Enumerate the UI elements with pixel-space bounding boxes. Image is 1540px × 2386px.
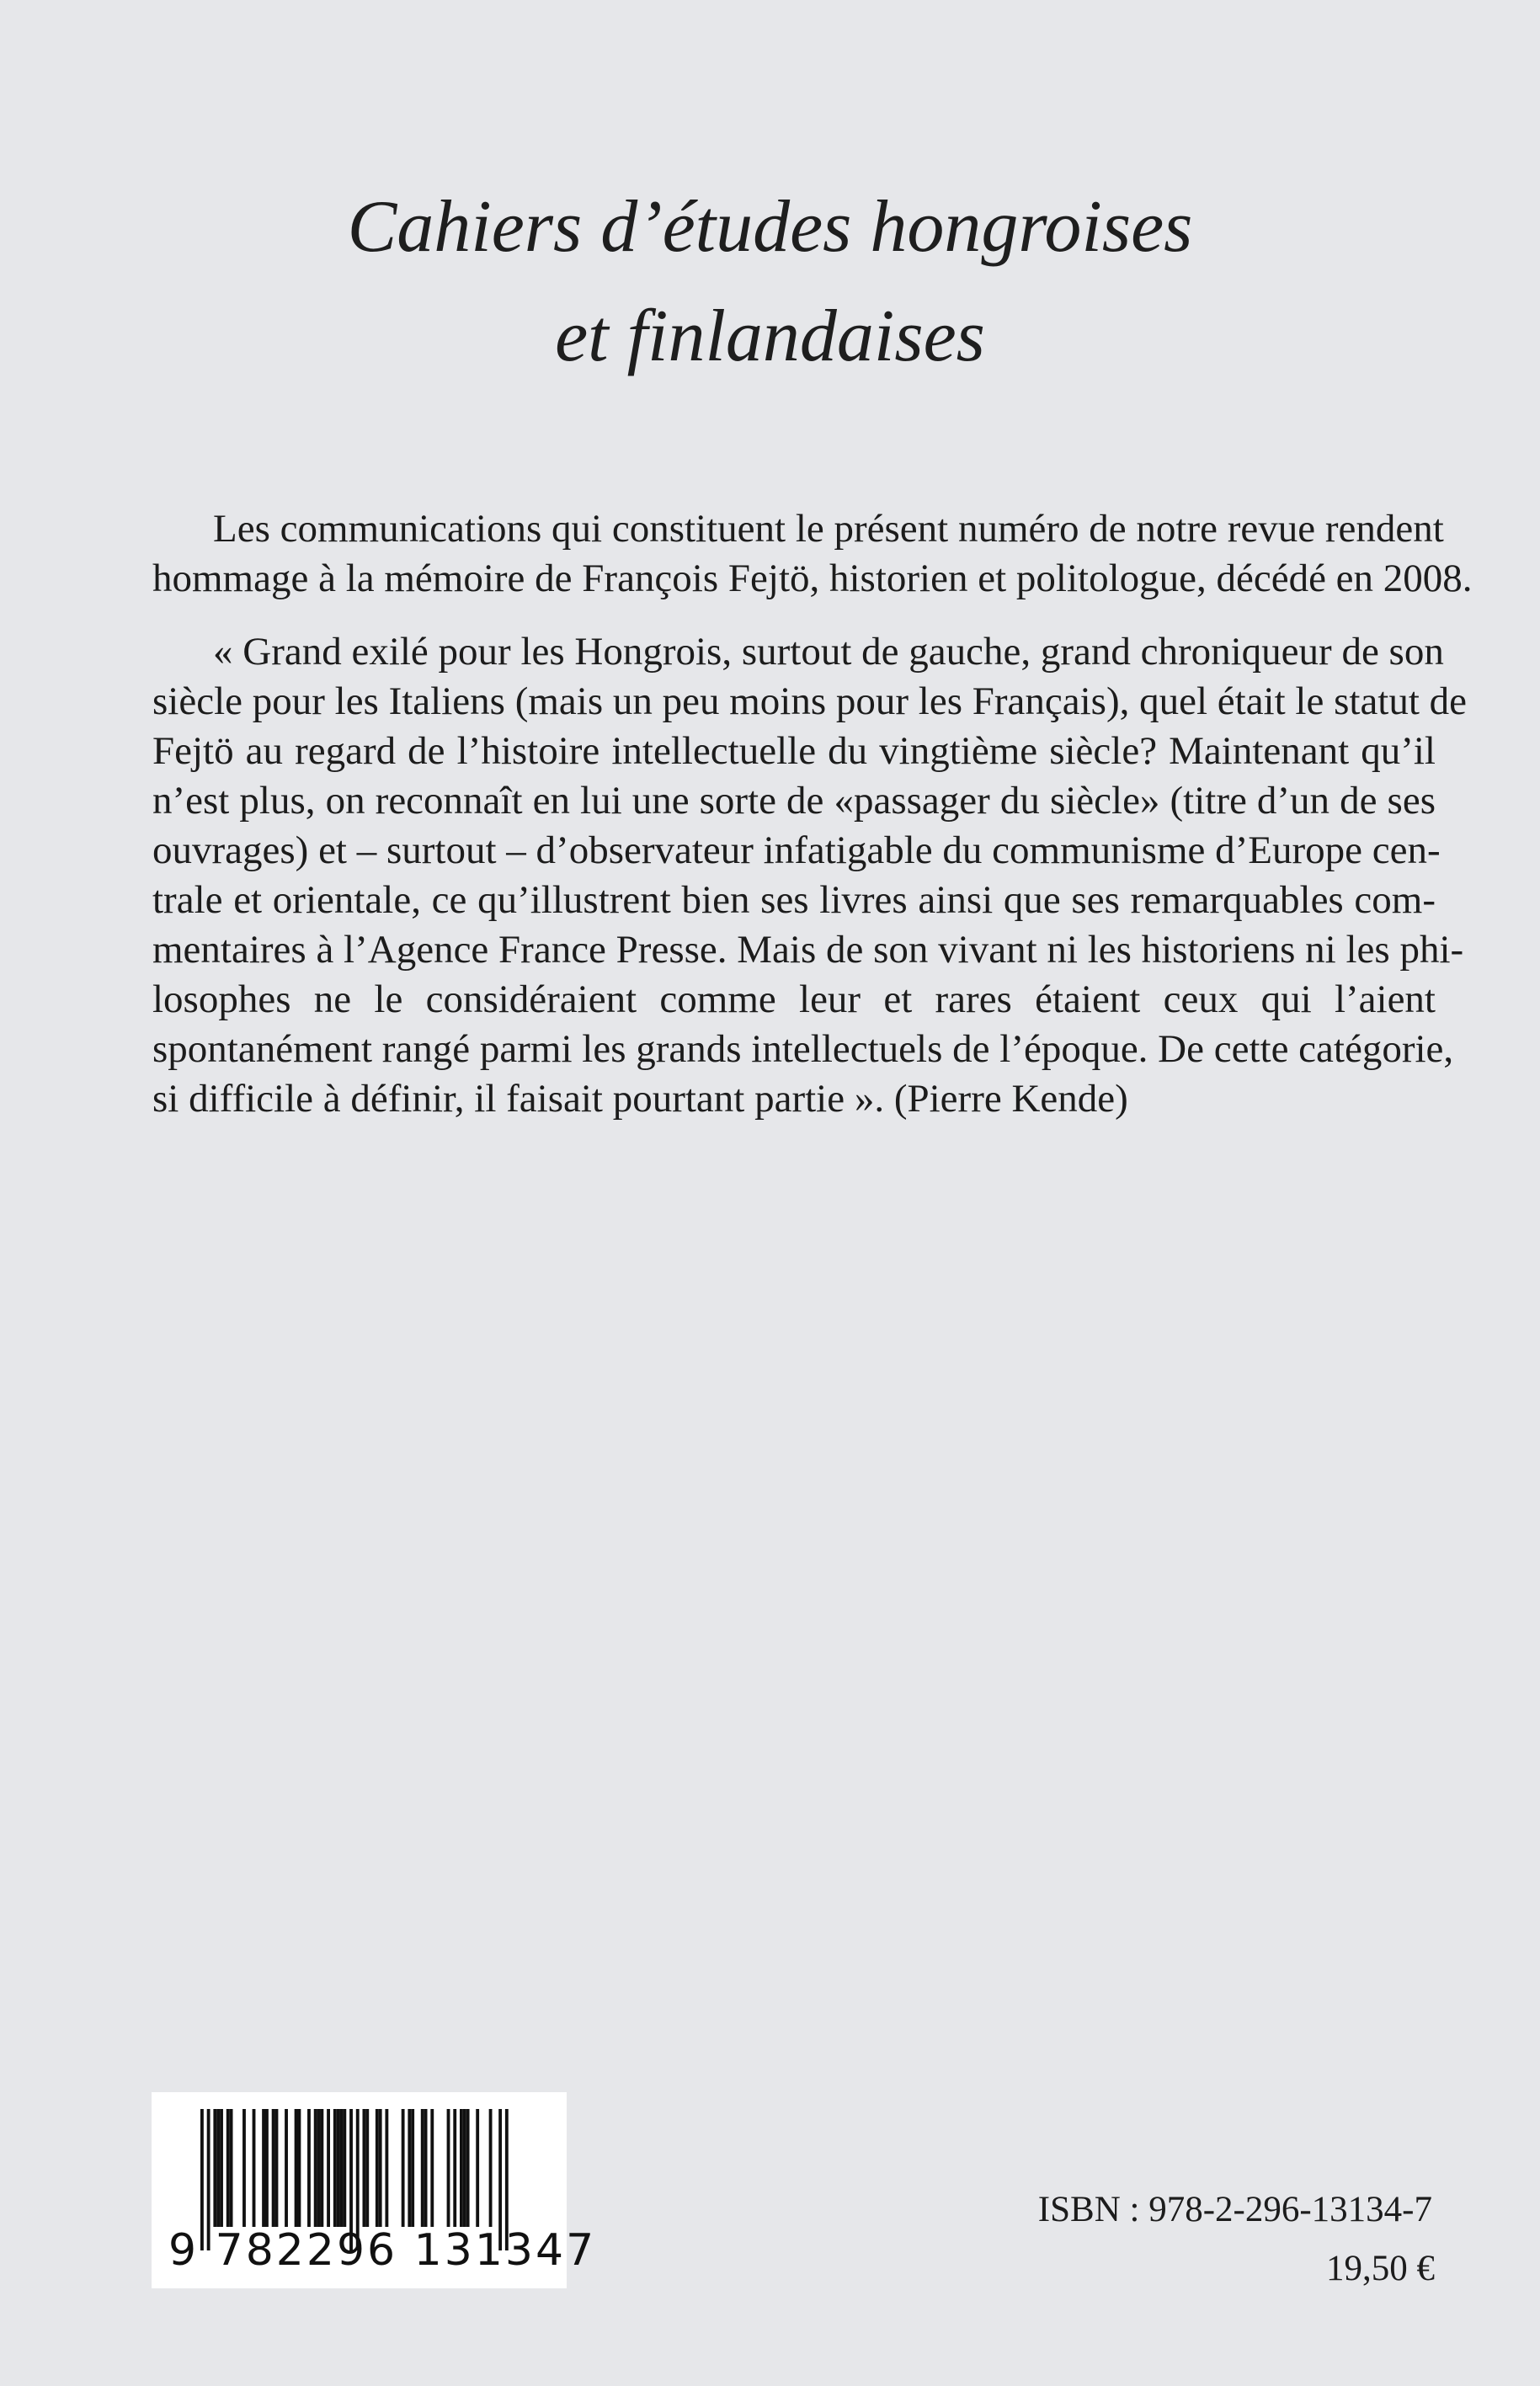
barcode xyxy=(152,2092,597,2288)
barcode-bar xyxy=(220,2109,223,2227)
barcode-bar xyxy=(411,2109,414,2227)
quote-line: trale et orientale, ce qu’illustrent bien ses livres ainsi que ses remarquables com- xyxy=(152,878,1436,922)
barcode-bar xyxy=(314,2109,317,2227)
barcode-bar xyxy=(365,2109,369,2227)
barcode-bar xyxy=(363,2109,366,2227)
quote-line: si difficile à définir, il faisait pourtant partie ». (Pierre Kende) xyxy=(152,1077,1128,1121)
barcode-bar xyxy=(307,2109,311,2227)
quote-line: mentaires à l’Agence France Presse. Mais de son vivant ni les historiens ni les phi- xyxy=(152,928,1464,972)
barcode-bar xyxy=(424,2109,428,2227)
isbn-label: ISBN : 978-2-296-13134-7 xyxy=(1037,2190,1432,2229)
barcode-bar xyxy=(340,2109,344,2227)
quote-line: n’est plus, on reconnaît en lui une sorte de «passager du siècle» (titre d’un de ses xyxy=(152,779,1436,823)
intro-paragraph xyxy=(152,504,1473,604)
barcode-bar xyxy=(262,2109,265,2227)
barcode-bar xyxy=(213,2109,216,2227)
barcode-bar xyxy=(460,2109,463,2227)
barcode-bar xyxy=(327,2109,330,2227)
barcode-bar xyxy=(272,2109,275,2227)
quote-line: siècle pour les Italiens (mais un peu moins pour les Français), quel était le statut de xyxy=(152,679,1468,723)
barcode-bar xyxy=(226,2109,230,2227)
barcode-bar xyxy=(298,2109,301,2227)
title-line-1: Cahiers d’études hongroises xyxy=(347,186,1193,268)
barcode-bar xyxy=(337,2109,340,2227)
barcode-bar xyxy=(265,2109,269,2227)
quote-line: « Grand exilé pour les Hongrois, surtout de gauche, grand chroniqueur de son xyxy=(213,630,1444,674)
barcode-bar xyxy=(343,2109,346,2227)
barcode-bar xyxy=(295,2109,298,2227)
barcode-bar xyxy=(333,2109,337,2227)
quote-line: losophes ne le considéraient comme leur et rares étaient ceux qui l’aient xyxy=(152,977,1436,1021)
barcode-bar xyxy=(447,2109,450,2227)
barcode-bar xyxy=(421,2109,424,2227)
barcode-bar xyxy=(376,2109,379,2227)
barcode-bar xyxy=(453,2109,456,2227)
barcode-bar xyxy=(230,2109,233,2227)
barcode-bar xyxy=(275,2109,279,2227)
barcode-digits: 9 782296 131347 xyxy=(168,2225,597,2276)
barcode-bar xyxy=(408,2109,411,2227)
barcode-bar xyxy=(317,2109,321,2227)
barcode-bar xyxy=(379,2109,382,2227)
barcode-bar xyxy=(216,2109,220,2227)
title-line-2: et finlandaises xyxy=(555,296,985,377)
quote-line: spontanément rangé parmi les grands intellectuels de l’époque. De cette catégorie, xyxy=(152,1027,1454,1071)
intro-line: hommage à la mémoire de François Fejtö, historien et politologue, décédé en 2008. xyxy=(152,557,1473,600)
barcode-bar xyxy=(385,2109,388,2227)
barcode-bar xyxy=(285,2109,288,2227)
barcode-bar xyxy=(476,2109,479,2227)
quote-line: ouvrages) et – surtout – d’observateur infatigable du communisme d’Europe cen- xyxy=(152,828,1441,872)
barcode-bar xyxy=(489,2109,493,2227)
barcode-bar xyxy=(463,2109,466,2227)
cover-title xyxy=(0,173,1540,391)
barcode-bar xyxy=(402,2109,405,2227)
barcode-bar xyxy=(430,2109,434,2227)
barcode-bar xyxy=(466,2109,470,2227)
price-label: 19,50 € xyxy=(1326,2249,1435,2288)
intro-line: Les communications qui constituent le présent numéro de notre revue rendent xyxy=(213,507,1444,551)
barcode-bar xyxy=(320,2109,323,2227)
barcode-bar xyxy=(253,2109,256,2227)
barcode-bar xyxy=(242,2109,246,2227)
quote-paragraph xyxy=(152,627,1468,1124)
quote-line: Fejtö au regard de l’histoire intellectuelle du vingtième siècle? Maintenant qu’il xyxy=(152,729,1436,773)
